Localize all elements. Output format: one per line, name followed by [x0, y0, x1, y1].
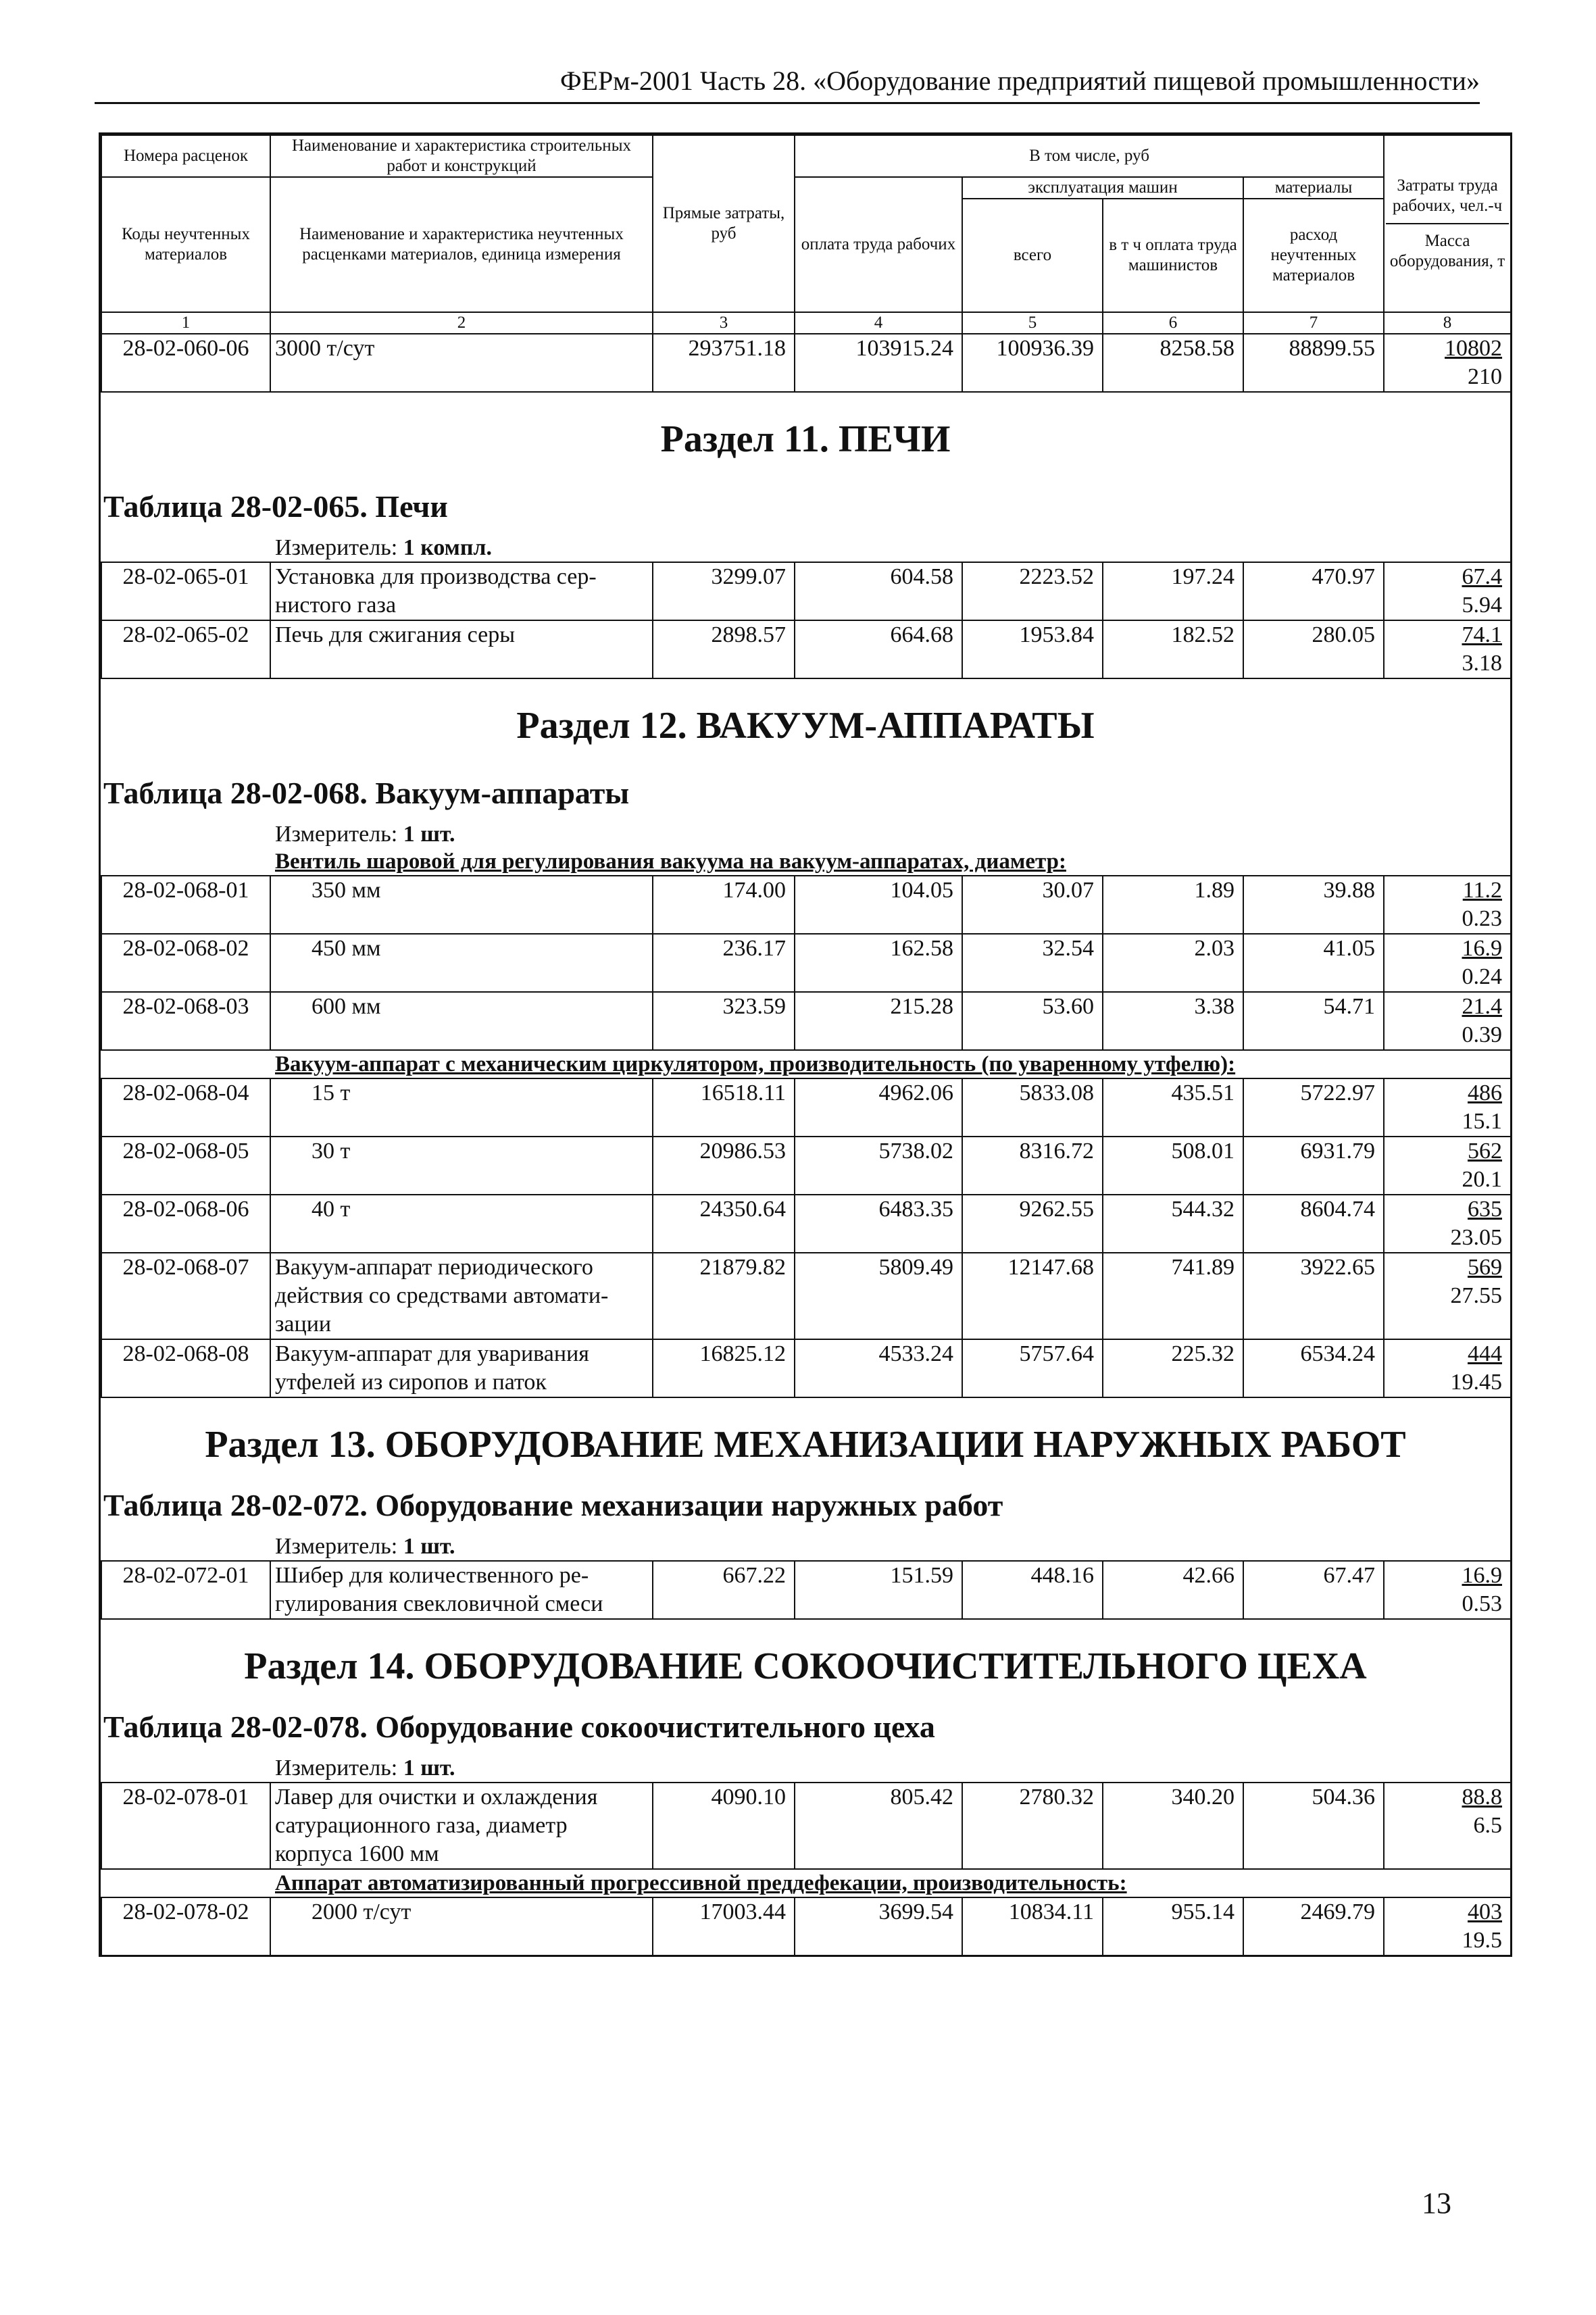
rate-name-line: Печь для сжигания серы	[275, 622, 516, 647]
rate-name	[270, 562, 653, 620]
rate-name	[270, 934, 653, 992]
rate-code: 28-02-068-03	[101, 992, 270, 1049]
worker-pay: 103915.24	[795, 334, 962, 391]
labor-mass	[1384, 1195, 1511, 1253]
section-title: Раздел 12. ВАКУУМ-АППАРАТЫ	[516, 705, 1095, 747]
table-row	[101, 1783, 1511, 1868]
rate-name-line: 350 мм	[311, 878, 381, 903]
equipment-mass: 3.18	[1462, 651, 1502, 676]
rate-name	[270, 1137, 653, 1195]
materials: 2469.79	[1243, 1897, 1384, 1955]
worker-pay: 6483.35	[795, 1195, 962, 1253]
col-labor-header	[1384, 135, 1511, 312]
labor-mass	[1384, 562, 1511, 620]
table-row	[101, 1897, 1511, 1955]
table-row	[101, 992, 1511, 1049]
table-row	[101, 934, 1511, 992]
rate-name-line: Установка для производства сер-	[275, 564, 597, 589]
table-row	[101, 876, 1511, 934]
machinist-pay: 182.52	[1103, 620, 1243, 678]
direct-costs: 236.17	[653, 934, 795, 992]
rate-code: 28-02-065-02	[101, 620, 270, 678]
col-work-name-header: Наименование и характеристика строительных работ и конструкций	[270, 135, 653, 177]
materials: 39.88	[1243, 876, 1384, 934]
table-row	[101, 1339, 1511, 1397]
direct-costs: 3299.07	[653, 562, 795, 620]
direct-costs: 667.22	[653, 1561, 795, 1618]
machine-total: 2780.32	[962, 1783, 1103, 1868]
in-that-number-header: В том числе, руб	[795, 135, 1384, 177]
rate-name	[270, 992, 653, 1049]
worker-pay: 805.42	[795, 1783, 962, 1868]
rate-name	[270, 1897, 653, 1955]
rate-code: 28-02-078-02	[101, 1897, 270, 1955]
equipment-mass: 15.1	[1462, 1109, 1502, 1134]
measure-value: 1 шт.	[403, 822, 455, 847]
rate-name	[270, 1561, 653, 1618]
rate-name-line: нистого газа	[275, 593, 397, 618]
machinist-pay: 225.32	[1103, 1339, 1243, 1397]
rate-code: 28-02-068-08	[101, 1339, 270, 1397]
machine-total: 32.54	[962, 934, 1103, 992]
measure-label: Измеритель:	[275, 822, 403, 847]
labor-mass	[1384, 876, 1511, 934]
table-row	[101, 1195, 1511, 1253]
labor-mass	[1384, 1339, 1511, 1397]
labor-mass	[1384, 1137, 1511, 1195]
materials-header: материалы	[1243, 177, 1384, 199]
rate-name-line: Вакуум-аппарат периодического	[275, 1255, 593, 1280]
machine-total: 9262.55	[962, 1195, 1103, 1253]
rate-name-line: Вакуум-аппарат для уваривания	[275, 1341, 589, 1366]
table-row	[101, 1561, 1511, 1618]
machine-total: 8316.72	[962, 1137, 1103, 1195]
labor-mass	[1384, 992, 1511, 1049]
col-material-names-header: Наименование и характеристика неучтенных расценками материалов, единица измерения	[270, 177, 653, 312]
labor-costs: 74.1	[1462, 622, 1502, 647]
rate-name	[270, 1253, 653, 1339]
rate-name-line: гулирования свекловичной смеси	[275, 1591, 603, 1616]
column-number: 2	[270, 312, 653, 334]
direct-costs: 16825.12	[653, 1339, 795, 1397]
machine-total: 53.60	[962, 992, 1103, 1049]
table-title: Таблица 28-02-068. Вакуум-аппараты	[103, 776, 630, 810]
machine-total: 100936.39	[962, 334, 1103, 391]
equipment-mass: 23.05	[1450, 1225, 1502, 1250]
table-row	[101, 1137, 1511, 1195]
worker-pay: 604.58	[795, 562, 962, 620]
machinist-pay: 3.38	[1103, 992, 1243, 1049]
rate-name-line: 3000 т/сут	[275, 336, 375, 361]
machine-operation-header: эксплуатация машин	[962, 177, 1243, 199]
rates-table-28-02-068	[101, 875, 1512, 1049]
column-number: 1	[101, 312, 270, 334]
machine-total: 448.16	[962, 1561, 1103, 1618]
worker-pay: 162.58	[795, 934, 962, 992]
measure-value: 1 шт.	[403, 1534, 455, 1559]
measure-label: Измеритель:	[275, 1756, 403, 1781]
direct-costs: 4090.10	[653, 1783, 795, 1868]
rate-name-line: 600 мм	[311, 994, 381, 1019]
direct-costs: 17003.44	[653, 1897, 795, 1955]
labor-mass	[1384, 934, 1511, 992]
labor-mass	[1384, 1561, 1511, 1618]
labor-costs: 88.8	[1462, 1785, 1502, 1810]
table-title: Таблица 28-02-078. Оборудование сокоочистительного цеха	[103, 1710, 935, 1744]
materials: 6931.79	[1243, 1137, 1384, 1195]
direct-costs: 2898.57	[653, 620, 795, 678]
rate-code: 28-02-068-01	[101, 876, 270, 934]
col-machinist-pay-header: в т ч оплата труда машинистов	[1103, 199, 1243, 312]
equipment-mass: 0.24	[1462, 964, 1502, 989]
labor-costs: 635	[1468, 1197, 1502, 1222]
worker-pay: 151.59	[795, 1561, 962, 1618]
rate-name-line: 450 мм	[311, 936, 381, 961]
col-unaccounted-materials-header: расход неучтенных материалов	[1243, 199, 1384, 312]
column-number: 6	[1103, 312, 1243, 334]
equipment-mass: 19.45	[1450, 1370, 1502, 1395]
worker-pay: 215.28	[795, 992, 962, 1049]
machine-total: 2223.52	[962, 562, 1103, 620]
labor-costs: 67.4	[1462, 564, 1502, 589]
materials: 88899.55	[1243, 334, 1384, 391]
materials: 41.05	[1243, 934, 1384, 992]
table-row	[101, 334, 1511, 391]
machinist-pay: 955.14	[1103, 1897, 1243, 1955]
worker-pay: 5738.02	[795, 1137, 962, 1195]
direct-costs: 20986.53	[653, 1137, 795, 1195]
machinist-pay: 340.20	[1103, 1783, 1243, 1868]
rate-name	[270, 334, 653, 391]
machinist-pay: 42.66	[1103, 1561, 1243, 1618]
rate-name-line: Шибер для количественного ре-	[275, 1563, 589, 1588]
equipment-mass: 6.5	[1473, 1813, 1502, 1838]
rate-code: 28-02-072-01	[101, 1561, 270, 1618]
worker-pay: 104.05	[795, 876, 962, 934]
column-number: 7	[1243, 312, 1384, 334]
machine-total: 1953.84	[962, 620, 1103, 678]
table-title: Таблица 28-02-065. Печи	[103, 489, 448, 524]
labor-costs: 21.4	[1462, 994, 1502, 1019]
materials: 6534.24	[1243, 1339, 1384, 1397]
rates-table-28-02-078	[101, 1782, 1512, 1868]
group-heading: Вентиль шаровой для регулирования вакуума на вакуум-аппаратах, диаметр:	[275, 849, 1066, 874]
table-row	[101, 620, 1511, 678]
table-row	[101, 562, 1511, 620]
materials: 5722.97	[1243, 1078, 1384, 1137]
measure-unit	[101, 821, 1510, 848]
labor-costs: 11.2	[1462, 878, 1502, 903]
equipment-mass: 210	[1468, 364, 1503, 389]
rate-name-line: утфелей из сиропов и паток	[275, 1370, 547, 1395]
worker-pay: 5809.49	[795, 1253, 962, 1339]
worker-pay: 4962.06	[795, 1078, 962, 1137]
equipment-mass: 20.1	[1462, 1167, 1502, 1192]
worker-pay: 664.68	[795, 620, 962, 678]
machine-total: 10834.11	[962, 1897, 1103, 1955]
section-title: Раздел 13. ОБОРУДОВАНИЕ МЕХАНИЗАЦИИ НАРУЖНЫХ РАБОТ	[205, 1424, 1406, 1466]
rate-name-line: 40 т	[311, 1197, 351, 1222]
equipment-mass: 0.23	[1462, 906, 1502, 931]
machine-total: 5757.64	[962, 1339, 1103, 1397]
rate-code: 28-02-065-01	[101, 562, 270, 620]
worker-pay: 4533.24	[795, 1339, 962, 1397]
column-number: 5	[962, 312, 1103, 334]
labor-costs: 16.9	[1462, 936, 1502, 961]
column-number: 4	[795, 312, 962, 334]
col-direct-costs-header: Прямые затраты, руб	[653, 135, 795, 312]
labor-costs: 486	[1468, 1080, 1502, 1105]
labor-mass	[1384, 1253, 1511, 1339]
materials: 280.05	[1243, 620, 1384, 678]
measure-label: Измеритель:	[275, 1534, 403, 1559]
rate-name-line: 30 т	[311, 1139, 351, 1164]
rate-code: 28-02-068-06	[101, 1195, 270, 1253]
rate-name-line: действия со средствами автомати-	[275, 1283, 609, 1308]
direct-costs: 24350.64	[653, 1195, 795, 1253]
machine-total: 12147.68	[962, 1253, 1103, 1339]
rate-name-line: Лавер для очистки и охлаждения	[275, 1785, 598, 1810]
rate-code: 28-02-068-05	[101, 1137, 270, 1195]
machinist-pay: 197.24	[1103, 562, 1243, 620]
worker-pay: 3699.54	[795, 1897, 962, 1955]
rate-name	[270, 1783, 653, 1868]
direct-costs: 323.59	[653, 992, 795, 1049]
rate-name	[270, 620, 653, 678]
direct-costs: 16518.11	[653, 1078, 795, 1137]
col-worker-pay-header: оплата труда рабочих	[795, 177, 962, 312]
direct-costs: 21879.82	[653, 1253, 795, 1339]
labor-mass	[1384, 1783, 1511, 1868]
rate-name	[270, 1195, 653, 1253]
materials: 54.71	[1243, 992, 1384, 1049]
rate-name-line: зации	[275, 1312, 332, 1337]
machine-total: 5833.08	[962, 1078, 1103, 1137]
column-number: 3	[653, 312, 795, 334]
labor-costs: 10802	[1445, 336, 1503, 361]
rate-name-line: 15 т	[311, 1080, 351, 1105]
rate-name	[270, 1078, 653, 1137]
labor-costs: 562	[1468, 1139, 1502, 1164]
rates-table-28-02-078-b	[101, 1897, 1512, 1955]
materials: 470.97	[1243, 562, 1384, 620]
rate-code: 28-02-060-06	[101, 334, 270, 391]
rates-table-28-02-068-b	[101, 1078, 1512, 1397]
group-heading: Аппарат автоматизированный прогрессивной преддефекации, производительность:	[275, 1871, 1127, 1895]
group-heading: Вакуум-аппарат с механическим циркулятором, производительность (по уваренному утфелю):	[275, 1052, 1236, 1076]
col-material-codes-header: Коды неучтенных материалов	[101, 177, 270, 312]
materials: 3922.65	[1243, 1253, 1384, 1339]
rate-code: 28-02-068-07	[101, 1253, 270, 1339]
table-row	[101, 1253, 1511, 1339]
equipment-mass: 5.94	[1462, 593, 1502, 618]
machinist-pay: 544.32	[1103, 1195, 1243, 1253]
rate-name	[270, 876, 653, 934]
labor-costs-label: Затраты труда рабочих, чел.-ч	[1386, 176, 1509, 224]
measure-unit	[101, 1755, 1510, 1782]
labor-mass	[1384, 620, 1511, 678]
measure-label: Измеритель:	[275, 535, 403, 560]
machinist-pay: 2.03	[1103, 934, 1243, 992]
machinist-pay: 435.51	[1103, 1078, 1243, 1137]
direct-costs: 174.00	[653, 876, 795, 934]
table-title: Таблица 28-02-072. Оборудование механизации наружных работ	[103, 1488, 1003, 1522]
equipment-mass-label: Масса оборудования, т	[1389, 232, 1505, 270]
rates-sheet	[99, 132, 1512, 1957]
rate-code: 28-02-068-02	[101, 934, 270, 992]
equipment-mass: 27.55	[1450, 1283, 1502, 1308]
page-number: 13	[1422, 2187, 1451, 2220]
column-number: 8	[1384, 312, 1511, 334]
section-title: Раздел 11. ПЕЧИ	[660, 418, 951, 460]
labor-mass	[1384, 1897, 1511, 1955]
labor-costs: 569	[1468, 1255, 1502, 1280]
equipment-mass: 0.39	[1462, 1022, 1502, 1047]
page-header: ФЕРм-2001 Часть 28. «Оборудование предприятий пищевой промышленности»	[95, 65, 1480, 104]
rate-code: 28-02-068-04	[101, 1078, 270, 1137]
direct-costs: 293751.18	[653, 334, 795, 391]
machinist-pay: 1.89	[1103, 876, 1243, 934]
machine-total: 30.07	[962, 876, 1103, 934]
labor-costs: 16.9	[1462, 1563, 1502, 1588]
measure-unit	[101, 534, 1510, 562]
rates-table	[101, 134, 1512, 391]
section-title: Раздел 14. ОБОРУДОВАНИЕ СОКООЧИСТИТЕЛЬНОГО ЦЕХА	[244, 1645, 1367, 1687]
rate-name-line: сатурационного газа, диаметр	[275, 1813, 568, 1838]
rate-name-line: 2000 т/сут	[311, 1899, 412, 1924]
machinist-pay: 8258.58	[1103, 334, 1243, 391]
measure-value: 1 шт.	[403, 1756, 455, 1781]
measure-unit	[101, 1533, 1510, 1560]
labor-mass	[1384, 334, 1511, 391]
labor-costs: 403	[1468, 1899, 1502, 1924]
equipment-mass: 0.53	[1462, 1591, 1502, 1616]
rates-table-28-02-065	[101, 562, 1512, 678]
rates-table-28-02-072	[101, 1560, 1512, 1618]
col-machine-total-header: всего	[962, 199, 1103, 312]
measure-value: 1 компл.	[403, 535, 493, 560]
machinist-pay: 741.89	[1103, 1253, 1243, 1339]
materials: 67.47	[1243, 1561, 1384, 1618]
labor-mass	[1384, 1078, 1511, 1137]
col-rate-number-header: Номера расценок	[101, 135, 270, 177]
materials: 8604.74	[1243, 1195, 1384, 1253]
table-row	[101, 1078, 1511, 1137]
rate-name-line: корпуса 1600 мм	[275, 1841, 439, 1866]
equipment-mass: 19.5	[1462, 1928, 1502, 1953]
materials: 504.36	[1243, 1783, 1384, 1868]
rate-code: 28-02-078-01	[101, 1783, 270, 1868]
machinist-pay: 508.01	[1103, 1137, 1243, 1195]
rate-name	[270, 1339, 653, 1397]
labor-costs: 444	[1468, 1341, 1502, 1366]
